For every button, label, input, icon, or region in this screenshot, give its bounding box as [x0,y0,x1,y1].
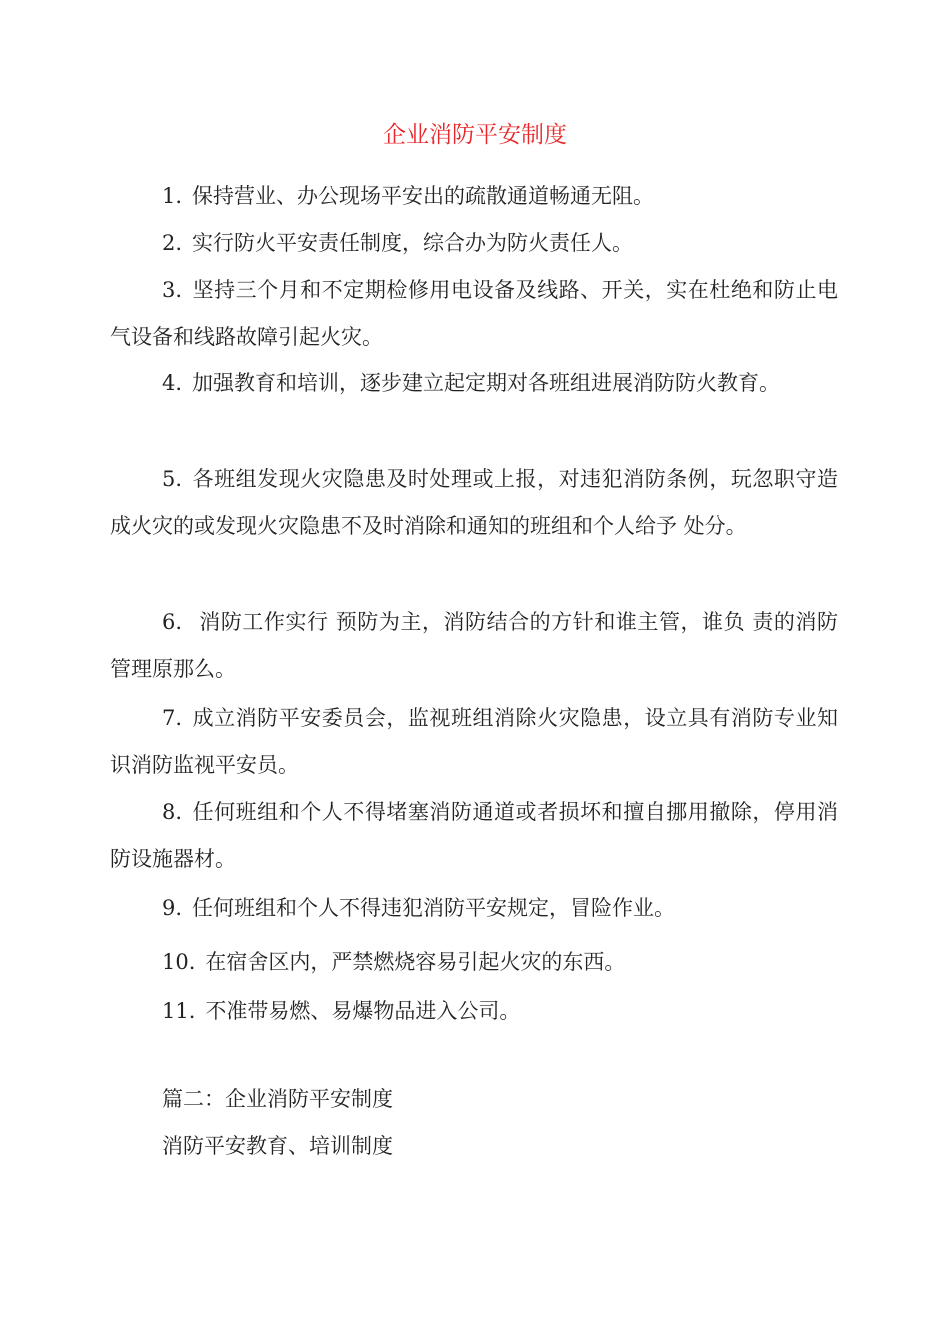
list-item [110,360,838,407]
subheading: 消防平安教育、培训制度 [162,1134,393,1158]
item-text: 成立消防平安委员会，监视班组消除火灾隐患，设立具有消防专业知识消防监视平安员。 [110,706,838,777]
page-title: 企业消防平安制度 [383,122,567,148]
item-number: 3. [162,278,183,302]
list-item [110,456,838,550]
item-number: 8. [162,800,183,824]
item-text: 消防工作实行 预防为主，消防结合的方针和谁主管，谁负 责的消防管理原那么。 [110,610,838,681]
item-text: 保持营业、办公现场平安出的疏散通道畅通无阻。 [192,184,655,208]
list-item [110,885,838,932]
list-item [110,267,838,361]
item-text: 任何班组和个人不得堵塞消防通道或者损坏和擅自挪用撤除，停用消防设施器材。 [110,800,838,871]
item-text: 任何班组和个人不得违犯消防平安规定，冒险作业。 [192,896,676,920]
item-number: 1. [162,184,183,208]
item-number: 10. [162,950,196,974]
item-number: 11. [162,999,196,1023]
list-item [110,988,838,1035]
list-item [110,220,838,267]
list-item [110,173,838,220]
item-number: 6. [162,610,183,634]
item-text: 在宿舍区内，严禁燃烧容易引起火灾的东西。 [205,950,626,974]
list-item [110,789,838,883]
item-number: 7. [162,706,183,730]
list-item [110,599,838,693]
item-text: 实行防火平安责任制度，综合办为防火责任人。 [192,231,634,255]
item-number: 2. [162,231,183,255]
item-text: 各班组发现火灾隐患及时处理或上报，对违犯消防条例，玩忽职守造成火灾的或发现火灾隐患不及时消除和通知的班组和个人给予 处分。 [110,467,838,538]
section-heading: 篇二：企业消防平安制度 [162,1087,393,1111]
item-text: 加强教育和培训，逐步建立起定期对各班组进展消防防火教育。 [192,371,781,395]
list-item [110,939,838,986]
item-text: 不准带易燃、易爆物品进入公司。 [205,999,521,1023]
item-number: 9. [162,896,183,920]
list-item [110,695,838,789]
item-number: 4. [162,371,183,395]
item-number: 5. [162,467,183,491]
item-text: 坚持三个月和不定期检修用电设备及线路、开关，实在杜绝和防止电气设备和线路故障引起火灾。 [110,278,838,349]
